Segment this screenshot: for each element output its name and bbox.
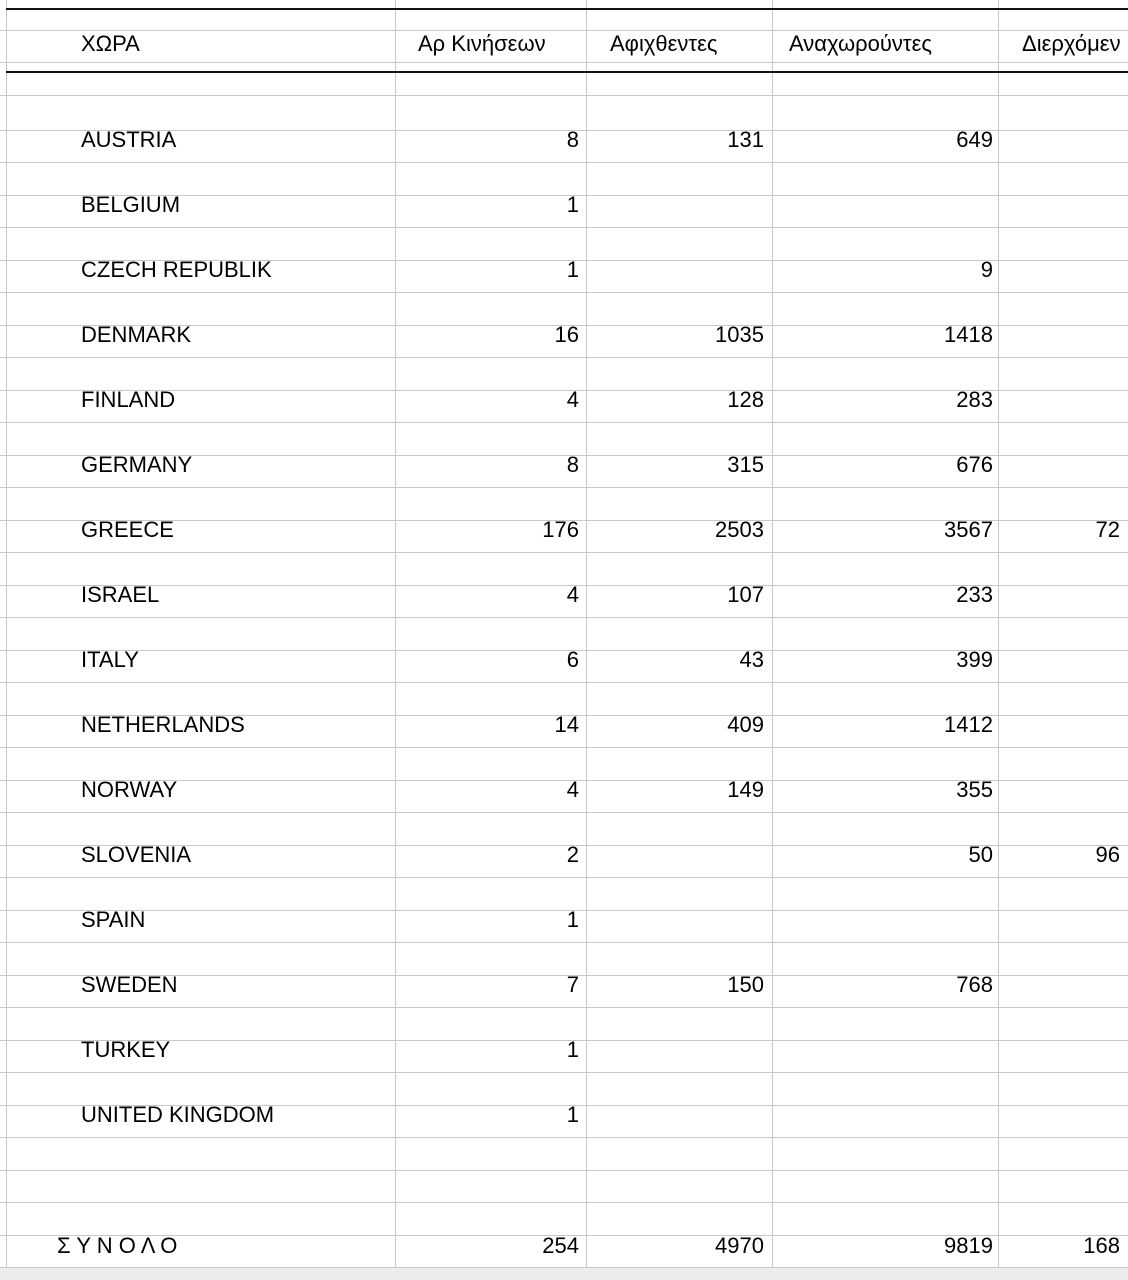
table-cell-departures[interactable]: 399: [956, 647, 993, 672]
table-cell-movements[interactable]: 1: [566, 257, 579, 282]
table-cell-transit[interactable]: [1000, 1034, 1120, 1066]
table-cell-arrivals[interactable]: 315: [727, 452, 764, 477]
table-cell-arrivals[interactable]: 149: [727, 777, 764, 802]
header-movements[interactable]: Αρ Κινήσεων: [418, 31, 546, 56]
table-cell-arrivals[interactable]: [588, 254, 764, 286]
grid-row-line: [0, 292, 1128, 293]
table-cell-country[interactable]: GREECE: [81, 517, 174, 542]
header-arrivals[interactable]: Αφιχθεντες: [610, 31, 718, 56]
table-cell-transit[interactable]: [1000, 124, 1120, 156]
grid-row-line: [0, 747, 1128, 748]
table-cell-country[interactable]: DENMARK: [81, 322, 192, 347]
table-cell-transit[interactable]: [1000, 449, 1120, 481]
table-cell-transit[interactable]: [1000, 384, 1120, 416]
table-cell-departures[interactable]: 768: [956, 972, 993, 997]
grid-row-line: [0, 552, 1128, 553]
table-cell-arrivals[interactable]: [588, 904, 764, 936]
table-cell-arrivals[interactable]: 2503: [715, 517, 764, 542]
table-cell-movements[interactable]: 4: [566, 582, 579, 607]
grid-row-line: [0, 227, 1128, 228]
grid-row-line: [0, 1007, 1128, 1008]
header-departures[interactable]: Αναχωρούντες: [789, 31, 933, 56]
table-cell-arrivals[interactable]: 43: [739, 647, 764, 672]
header-transit[interactable]: Διερχόμεν: [1022, 31, 1121, 56]
table-cell-country[interactable]: SWEDEN: [81, 972, 178, 997]
grid-column-line: [6, 0, 7, 1280]
table-cell-movements[interactable]: 1: [566, 192, 579, 217]
table-cell-movements[interactable]: 1: [566, 1037, 579, 1062]
grid-row-line: [0, 682, 1128, 683]
table-cell-movements[interactable]: 6: [566, 647, 579, 672]
table-cell-arrivals[interactable]: [588, 1099, 764, 1131]
total-transit[interactable]: 168: [1083, 1233, 1120, 1258]
table-cell-country[interactable]: NETHERLANDS: [81, 712, 245, 737]
table-cell-transit[interactable]: [1000, 254, 1120, 286]
table-cell-departures[interactable]: 50: [968, 842, 993, 867]
table-cell-movements[interactable]: 176: [542, 517, 579, 542]
table-cell-transit[interactable]: [1000, 579, 1120, 611]
grid-column-line: [586, 0, 587, 1280]
table-cell-departures[interactable]: 9: [980, 257, 993, 282]
grid-row-line: [0, 162, 1128, 163]
table-cell-transit[interactable]: [1000, 774, 1120, 806]
table-cell-arrivals[interactable]: 150: [727, 972, 764, 997]
total-movements[interactable]: 254: [542, 1233, 579, 1258]
table-cell-movements[interactable]: 1: [566, 907, 579, 932]
table-cell-transit[interactable]: [1000, 189, 1120, 221]
table-cell-arrivals[interactable]: 131: [727, 127, 764, 152]
table-cell-transit[interactable]: [1000, 904, 1120, 936]
scroll-band: [0, 1268, 1128, 1280]
table-cell-arrivals[interactable]: 107: [727, 582, 764, 607]
table-cell-country[interactable]: ITALY: [81, 647, 139, 672]
table-cell-movements[interactable]: 8: [566, 452, 579, 477]
table-cell-transit[interactable]: 96: [1095, 842, 1120, 867]
table-cell-transit[interactable]: [1000, 644, 1120, 676]
table-cell-movements[interactable]: 16: [554, 322, 579, 347]
table-cell-departures[interactable]: 233: [956, 582, 993, 607]
grid-row-line: [0, 812, 1128, 813]
grid-row-line: [0, 942, 1128, 943]
table-cell-country[interactable]: UNITED KINGDOM: [81, 1102, 275, 1127]
grid-row-line: [0, 877, 1128, 878]
grid-row-line: [0, 357, 1128, 358]
table-cell-departures[interactable]: 3567: [944, 517, 993, 542]
table-cell-departures[interactable]: 283: [956, 387, 993, 412]
table-cell-departures[interactable]: [773, 904, 993, 936]
table-cell-arrivals[interactable]: 1035: [715, 322, 764, 347]
header-country[interactable]: ΧΩΡΑ: [81, 31, 140, 56]
table-cell-departures[interactable]: [773, 189, 993, 221]
table-cell-arrivals[interactable]: [588, 189, 764, 221]
total-label[interactable]: Σ Υ Ν Ο Λ Ο: [57, 1233, 178, 1258]
table-cell-arrivals[interactable]: [588, 839, 764, 871]
table-cell-transit[interactable]: 72: [1095, 517, 1120, 542]
table-cell-country[interactable]: TURKEY: [81, 1037, 171, 1062]
table-cell-country[interactable]: FINLAND: [81, 387, 176, 412]
table-cell-movements[interactable]: 7: [566, 972, 579, 997]
table-cell-transit[interactable]: [1000, 1099, 1120, 1131]
grid-row-line: [0, 1072, 1128, 1073]
table-cell-movements[interactable]: 14: [554, 712, 579, 737]
header-rule: [6, 71, 1128, 73]
table-cell-arrivals[interactable]: 409: [727, 712, 764, 737]
table-cell-departures[interactable]: 676: [956, 452, 993, 477]
table-cell-departures[interactable]: 355: [956, 777, 993, 802]
table-cell-movements[interactable]: 4: [566, 777, 579, 802]
table-cell-movements[interactable]: 2: [566, 842, 579, 867]
table-cell-transit[interactable]: [1000, 969, 1120, 1001]
table-cell-movements[interactable]: 1: [566, 1102, 579, 1127]
table-cell-country[interactable]: CZECH REPUBLIK: [81, 257, 272, 282]
header-rule: [6, 8, 1128, 10]
table-cell-arrivals[interactable]: [588, 1034, 764, 1066]
table-cell-departures[interactable]: [773, 1034, 993, 1066]
table-cell-country[interactable]: ISRAEL: [81, 582, 160, 607]
table-cell-movements[interactable]: 8: [566, 127, 579, 152]
grid-column-line: [998, 0, 999, 1280]
grid-row-line: [0, 422, 1128, 423]
table-cell-country[interactable]: SLOVENIA: [81, 842, 192, 867]
total-arrivals[interactable]: 4970: [715, 1233, 764, 1258]
table-cell-departures[interactable]: 1418: [944, 322, 993, 347]
grid-row-line: [0, 95, 1128, 96]
table-cell-country[interactable]: GERMANY: [81, 452, 193, 477]
grid-row-line: [0, 62, 1128, 63]
grid-row-line: [0, 1137, 1128, 1138]
grid-row-line: [0, 1202, 1128, 1203]
table-cell-departures[interactable]: [773, 1099, 993, 1131]
table-cell-country[interactable]: SPAIN: [81, 907, 146, 932]
table-cell-country[interactable]: AUSTRIA: [81, 127, 177, 152]
table-cell-departures[interactable]: 649: [956, 127, 993, 152]
grid-row-line: [0, 617, 1128, 618]
table-cell-departures[interactable]: 1412: [944, 712, 993, 737]
grid-row-line: [0, 487, 1128, 488]
table-cell-country[interactable]: NORWAY: [81, 777, 178, 802]
table-cell-movements[interactable]: 4: [566, 387, 579, 412]
table-cell-arrivals[interactable]: 128: [727, 387, 764, 412]
table-cell-country[interactable]: BELGIUM: [81, 192, 181, 217]
table-cell-transit[interactable]: [1000, 709, 1120, 741]
total-departures[interactable]: 9819: [944, 1233, 993, 1258]
grid-row-line: [0, 1170, 1128, 1171]
table-cell-transit[interactable]: [1000, 319, 1120, 351]
